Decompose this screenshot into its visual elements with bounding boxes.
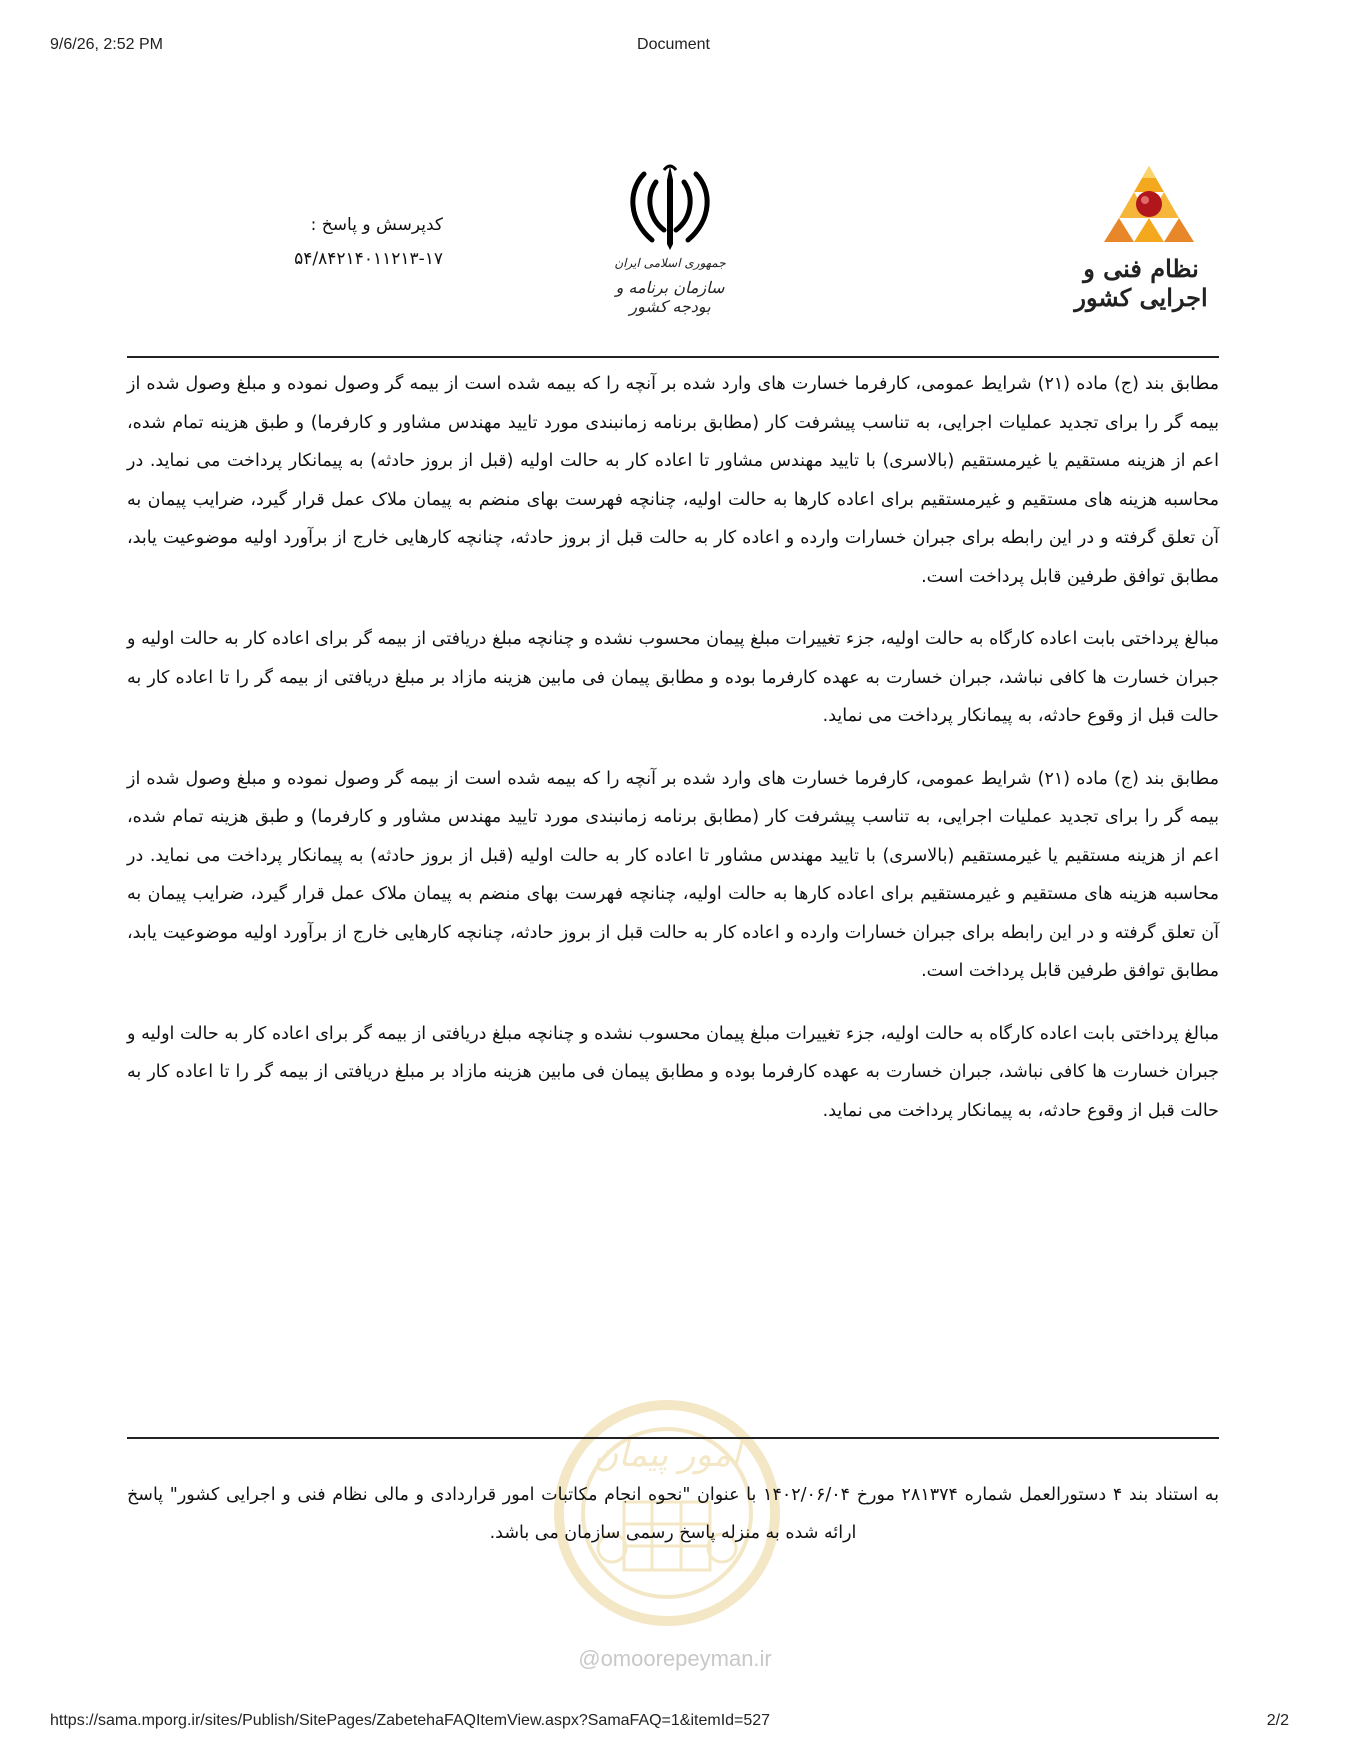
omoorepeyman-watermark: @omoorepeyman.ir	[578, 1646, 772, 1671]
emblem-caption-country: جمهوری اسلامی ایران	[614, 256, 726, 270]
government-emblem-logo	[600, 160, 740, 316]
seal-text: امور پیمان	[593, 1435, 741, 1475]
print-page-number: 2/2	[1266, 1712, 1289, 1729]
answer-body	[127, 365, 1219, 1154]
body-paragraph: مبالغ پرداختی بابت اعاده کارگاه به حالت اولیه، جزء تغییرات مبلغ پیمان محسوب نشده و چنانچه مبلغ دریافتی از بیمه گر برای اعاده کار به حالت اولیه و جبران خسارت ها کافی نباشد، جبران خسارت به عهده کارفرما بوده و مطابق پیمان فی مابین هزینه مازاد بر مبلغ دریافتی از بیمه گر را تا اعاده کار به حالت قبل از وقوع حادثه، به پیمانکار پرداخت می نماید.	[127, 629, 1219, 726]
header-divider	[127, 356, 1219, 358]
official-response-note: به استناد بند ۴ دستورالعمل شماره ۲۸۱۳۷۴ مورخ ۱۴۰۲/۰۶/۰۴ با عنوان "نحوه انجام مکاتبات امور قراردادی و مالی نظام فنی و اجرایی کشور" پاسخ ارائه شده به منزله پاسخ رسمی سازمان می باشد.	[127, 1485, 1220, 1543]
iran-emblem-icon	[624, 160, 716, 252]
emblem-caption-organization: سازمان برنامه و بودجه کشور	[615, 278, 725, 316]
nezam-fanni-logo	[1066, 164, 1216, 312]
nezam-fanni-logo-text: نظام فنی و اجرایی کشور	[1074, 254, 1208, 312]
print-footer	[0, 1712, 1347, 1732]
body-paragraph: مطابق بند (ج) ماده (۲۱) شرایط عمومی، کارفرما خسارت های وارد شده بر آنچه را که بیمه شده است از بیمه گر وصول نموده و مبلغ وصول شده از بیمه گر را برای تجدید عملیات اجرایی، به تناسب پیشرفت کار (مطابق برنامه زمانبندی مورد تایید مهندس مشاور و کارفرما) و طبق هزینه تمام شده، اعم از هزینه مستقیم یا غیرمستقیم (بالاسری) با تایید مهندس مشاور تا اعاده کار به حالت اولیه (قبل از بروز حادثه) به پیمانکار پرداخت می نماید. در محاسبه هزینه های مستقیم و غیرمستقیم برای اعاده کارها به حالت اولیه، چنانچه فهرست بهای منضم به پیمان ملاک عمل قرار گیرد، ضرایب پیمان به آن تعلق گرفته و در این رابطه برای جبران خسارات وارده و اعاده کار به حالت قبل از بروز حادثه، چنانچه کارهایی خارج از برآورد اولیه موضوعیت یابد، مطابق توافق طرفین قابل پرداخت است.	[127, 768, 1219, 981]
print-source-url: https://sama.mporg.ir/sites/Publish/SitePages/ZabetehaFAQItemView.aspx?SamaFAQ=1&itemId=527	[50, 1712, 771, 1729]
question-code-value: ۵۴/۸۴۲۱۴۰۱۱۲۱۳-۱۷	[294, 249, 443, 269]
question-code-label: کدپرسش و پاسخ :	[310, 215, 443, 235]
nezam-fanni-emblem-icon	[1104, 164, 1194, 244]
footer-divider	[127, 1437, 1219, 1439]
body-paragraph: مطابق بند (ج) ماده (۲۱) شرایط عمومی، کارفرما خسارت های وارد شده بر آنچه را که بیمه شده است از بیمه گر وصول نموده و مبلغ وصول شده از بیمه گر را برای تجدید عملیات اجرایی، به تناسب پیشرفت کار (مطابق برنامه زمانبندی مورد تایید مهندس مشاور و کارفرما) و طبق هزینه تمام شده، اعم از هزینه مستقیم یا غیرمستقیم (بالاسری) با تایید مهندس مشاور تا اعاده کار به حالت اولیه (قبل از بروز حادثه) به پیمانکار پرداخت می نماید. در محاسبه هزینه های مستقیم و غیرمستقیم برای اعاده کارها به حالت اولیه، چنانچه فهرست بهای منضم به پیمان ملاک عمل قرار گیرد، ضرایب پیمان به آن تعلق گرفته و در این رابطه برای جبران خسارات وارده و اعاده کار به حالت قبل از بروز حادثه، چنانچه کارهایی خارج از برآورد اولیه موضوعیت یابد، مطابق توافق طرفین قابل پرداخت است.	[127, 374, 1219, 587]
print-document-title: Document	[637, 36, 710, 53]
body-paragraph: مبالغ پرداختی بابت اعاده کارگاه به حالت اولیه، جزء تغییرات مبلغ پیمان محسوب نشده و چنانچه مبلغ دریافتی از بیمه گر برای اعاده کار به حالت اولیه و جبران خسارت ها کافی نباشد، جبران خسارت به عهده کارفرما بوده و مطابق پیمان فی مابین هزینه مازاد بر مبلغ دریافتی از بیمه گر را تا اعاده کار به حالت قبل از وقوع حادثه، به پیمانکار پرداخت می نماید.	[127, 1023, 1219, 1121]
print-header	[0, 36, 1347, 56]
print-datetime: 9/6/26, 2:52 PM	[50, 36, 163, 53]
question-code-block	[183, 208, 443, 276]
